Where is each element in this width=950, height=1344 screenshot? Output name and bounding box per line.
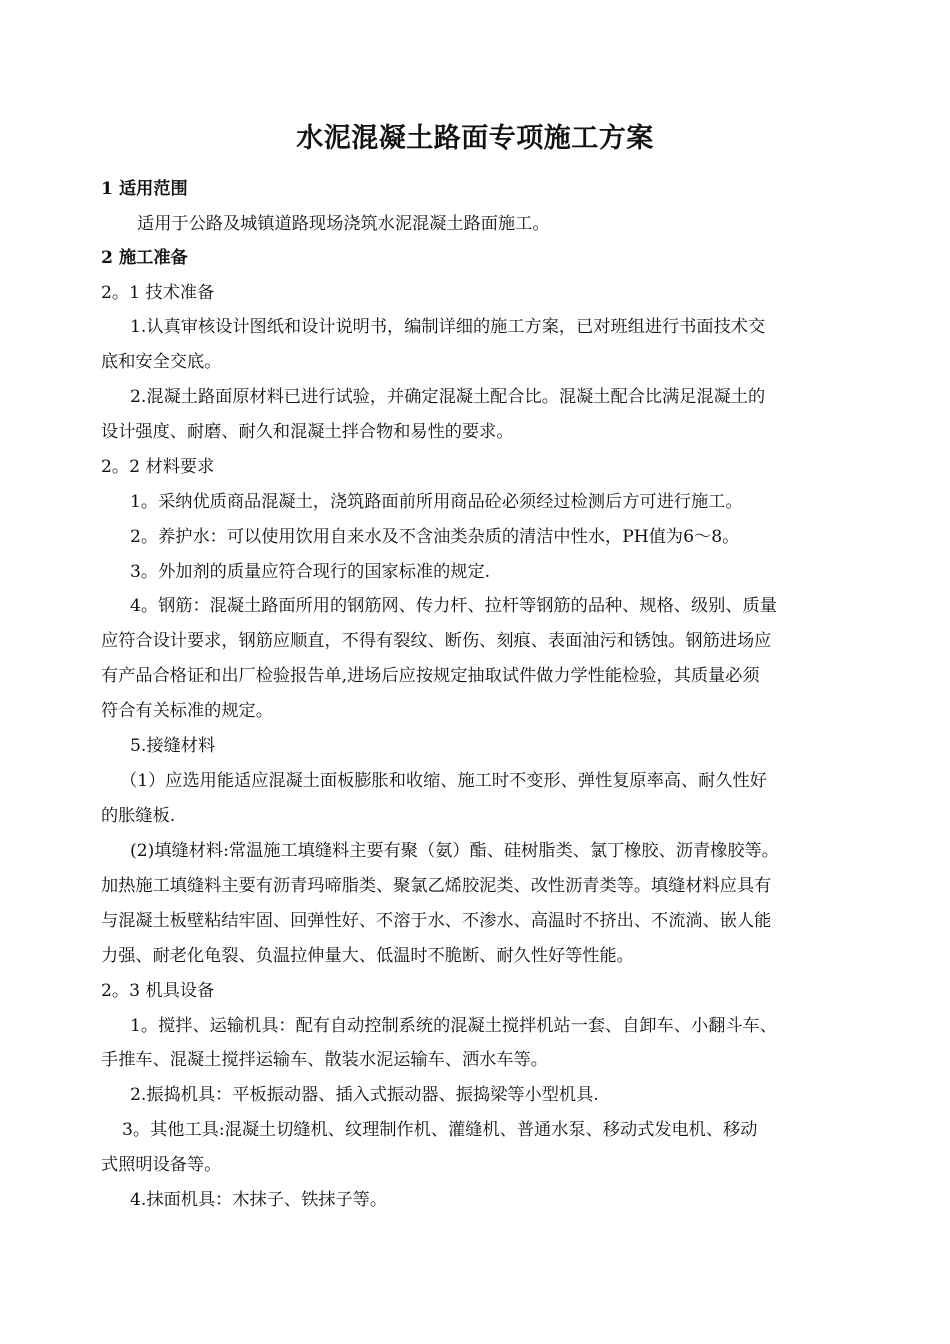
paragraph-line: （1）应选用能适应混凝土面板膨胀和收缩、施工时不变形、弹性复原率高、耐久性好 xyxy=(120,771,767,791)
subsection-heading-technical: 2。1 技术准备 xyxy=(101,283,215,303)
paragraph-line: 设计强度、耐磨、耐久和混凝土拌合物和易性的要求。 xyxy=(101,422,514,442)
paragraph-line: 适用于公路及城镇道路现场浇筑水泥混凝土路面施工。 xyxy=(137,214,550,234)
paragraph-line: 式照明设备等。 xyxy=(101,1155,222,1175)
paragraph-line: 5.接缝材料 xyxy=(130,736,216,756)
paragraph-line: 与混凝土板壁粘结牢固、回弹性好、不溶于水、不渗水、高温时不挤出、不流淌、嵌人能 xyxy=(101,911,772,931)
document-title: 水泥混凝土路面专项施工方案 xyxy=(296,123,654,154)
subsection-heading-equipment: 2。3 机具设备 xyxy=(101,981,215,1001)
paragraph-line: 底和安全交底。 xyxy=(101,352,222,372)
section-heading-scope: 1 适用范围 xyxy=(101,179,188,199)
paragraph-line: 手推车、混凝土搅拌运输车、散装水泥运输车、洒水车等。 xyxy=(101,1050,548,1070)
paragraph-line: 3。外加剂的质量应符合现行的国家标准的规定. xyxy=(130,562,491,582)
paragraph-line: 3。其他工具:混凝土切缝机、纹理制作机、灌缝机、普通水泵、移动式发电机、移动 xyxy=(122,1120,758,1140)
paragraph-line: 应符合设计要求，钢筋应顺直，不得有裂纹、断伤、刻痕、表面油污和锈蚀。钢筋进场应 xyxy=(101,631,772,651)
subsection-heading-materials: 2。2 材料要求 xyxy=(101,457,215,477)
paragraph-line: 符合有关标准的规定。 xyxy=(101,701,273,721)
paragraph-line: 1。搅拌、运输机具：配有自动控制系统的混凝土搅拌机站一套、自卸车、小翻斗车、 xyxy=(130,1016,777,1036)
paragraph-line: 加热施工填缝料主要有沥青玛啼脂类、聚氯乙烯胶泥类、改性沥青类等。填缝材料应具有 xyxy=(101,876,772,896)
paragraph-line: 2.混凝土路面原材料已进行试验，并确定混凝土配合比。混凝土配合比满足混凝土的 xyxy=(130,387,766,407)
paragraph-line: 力强、耐老化龟裂、负温拉伸量大、低温时不脆断、耐久性好等性能。 xyxy=(101,946,634,966)
paragraph-line: 1.认真审核设计图纸和设计说明书，编制详细的施工方案，已对班组进行书面技术交 xyxy=(130,317,766,337)
paragraph-line: 2.振捣机具：平板振动器、插入式振动器、振捣梁等小型机具. xyxy=(130,1085,599,1105)
paragraph-line: 2。养护水：可以使用饮用自来水及不含油类杂质的清洁中性水，PH值为6～8。 xyxy=(130,527,740,547)
paragraph-line: (2)填缝材料:常温施工填缝料主要有聚（氨）酯、硅树脂类、氯丁橡胶、沥青橡胶等。 xyxy=(130,841,779,861)
paragraph-line: 有产品合格证和出厂检验报告单,进场后应按规定抽取试件做力学性能检验，其质量必须 xyxy=(101,666,760,686)
paragraph-line: 的胀缝板. xyxy=(101,806,176,826)
paragraph-line: 1。采纳优质商品混凝土，浇筑路面前所用商品砼必须经过检测后方可进行施工。 xyxy=(130,492,743,512)
section-heading-preparation: 2 施工准备 xyxy=(101,248,188,268)
paragraph-line: 4.抹面机具：木抹子、铁抹子等。 xyxy=(130,1190,388,1210)
paragraph-line: 4。钢筋：混凝土路面所用的钢筋网、传力杆、拉杆等钢筋的品种、规格、级别、质量 xyxy=(130,596,777,616)
